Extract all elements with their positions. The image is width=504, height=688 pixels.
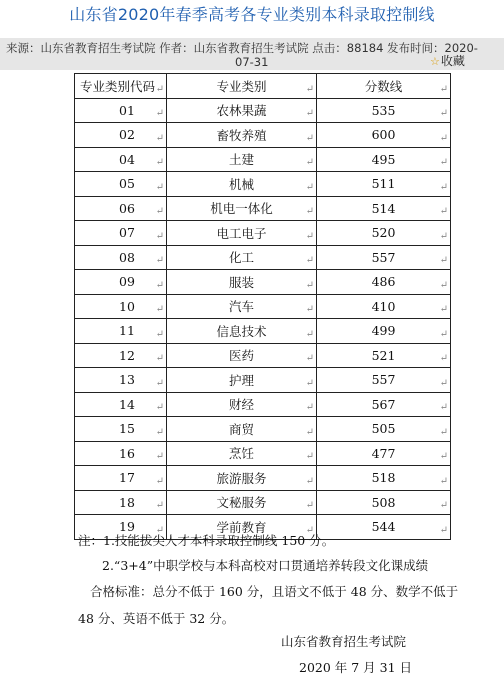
cell-code: 19 ↵ xyxy=(75,515,167,540)
cell-code: 16 ↵ xyxy=(75,441,167,466)
table-row xyxy=(75,343,451,368)
table-row xyxy=(75,245,451,270)
cell-score: 557 ↵ xyxy=(317,368,451,393)
header-code: 专业类别代码 ↵ xyxy=(75,74,167,99)
cell-score: 477 ↵ xyxy=(317,441,451,466)
cell-code: 09 ↵ xyxy=(75,270,167,295)
cell-score: 518 ↵ xyxy=(317,466,451,491)
score-table xyxy=(74,73,451,540)
cell-name: 商贸 ↵ xyxy=(167,417,317,442)
cell-code: 17 ↵ xyxy=(75,466,167,491)
cell-score: 505 ↵ xyxy=(317,417,451,442)
cell-name: 农林果蔬 ↵ xyxy=(167,98,317,123)
cell-code: 12 ↵ xyxy=(75,343,167,368)
cell-code: 07 ↵ xyxy=(75,221,167,246)
cell-score: 499 ↵ xyxy=(317,319,451,344)
cell-name: 旅游服务 ↵ xyxy=(167,466,317,491)
table-row xyxy=(75,392,451,417)
cell-code: 08 ↵ xyxy=(75,245,167,270)
cell-code: 13 ↵ xyxy=(75,368,167,393)
cell-name: 电工电子 ↵ xyxy=(167,221,317,246)
cell-name: 机电一体化 ↵ xyxy=(167,196,317,221)
cell-score: 410 ↵ xyxy=(317,294,451,319)
signature-org: 山东省教育招生考试院 xyxy=(281,634,407,649)
article-meta-source: 来源：山东省教育招生考试院 作者：山东省教育招生考试院 点击：88184 发布时间：2020- xyxy=(6,41,478,55)
table-header-row xyxy=(75,74,451,99)
cell-score: 520 ↵ xyxy=(317,221,451,246)
table-row xyxy=(75,98,451,123)
cell-name: 信息技术 ↵ xyxy=(167,319,317,344)
cell-code: 10 ↵ xyxy=(75,294,167,319)
cell-score: 514 ↵ xyxy=(317,196,451,221)
table-row xyxy=(75,172,451,197)
cell-code: 14 ↵ xyxy=(75,392,167,417)
table-row xyxy=(75,221,451,246)
cell-score: 486 ↵ xyxy=(317,270,451,295)
note-1: 注：1.技能拔尖人才本科录取控制线 150 分。 xyxy=(78,533,335,548)
header-name: 专业类别 ↵ xyxy=(167,74,317,99)
cell-name: 畜牧养殖 ↵ xyxy=(167,123,317,148)
note-2-line-3: 48 分、英语不低于 32 分。 xyxy=(78,611,235,626)
cell-name: 烹饪 ↵ xyxy=(167,441,317,466)
table-row xyxy=(75,147,451,172)
cell-name: 机械 ↵ xyxy=(167,172,317,197)
star-icon: ☆ xyxy=(430,55,440,68)
cell-name: 汽车 ↵ xyxy=(167,294,317,319)
cell-name: 服装 ↵ xyxy=(167,270,317,295)
cell-code: 04 ↵ xyxy=(75,147,167,172)
cell-score: 521 ↵ xyxy=(317,343,451,368)
favorite-button[interactable] xyxy=(430,52,465,69)
cell-score: 600 ↵ xyxy=(317,123,451,148)
table-row xyxy=(75,123,451,148)
cell-name: 土建 ↵ xyxy=(167,147,317,172)
cell-score: 567 ↵ xyxy=(317,392,451,417)
table-row xyxy=(75,196,451,221)
cell-score: 557 ↵ xyxy=(317,245,451,270)
note-2-line-2: 合格标准：总分不低于 160 分，且语文不低于 48 分、数学不低于 xyxy=(90,584,459,599)
cell-name: 财经 ↵ xyxy=(167,392,317,417)
table-row xyxy=(75,466,451,491)
cell-score: 535 ↵ xyxy=(317,98,451,123)
cell-code: 02 ↵ xyxy=(75,123,167,148)
cell-code: 05 ↵ xyxy=(75,172,167,197)
cell-score: 511 ↵ xyxy=(317,172,451,197)
cell-name: 医药 ↵ xyxy=(167,343,317,368)
cell-name: 文秘服务 ↵ xyxy=(167,490,317,515)
cell-name: 护理 ↵ xyxy=(167,368,317,393)
cell-code: 11 ↵ xyxy=(75,319,167,344)
cell-code: 01 ↵ xyxy=(75,98,167,123)
favorite-label: 收藏 xyxy=(440,54,465,68)
table-row xyxy=(75,270,451,295)
article-meta-date: 07-31 xyxy=(235,55,269,69)
article-meta-bar xyxy=(0,38,504,70)
signature-date: 2020 年 7 月 31 日 xyxy=(299,660,413,675)
table-row xyxy=(75,319,451,344)
table-row xyxy=(75,441,451,466)
cell-name: 化工 ↵ xyxy=(167,245,317,270)
cell-score: 495 ↵ xyxy=(317,147,451,172)
cell-name: 学前教育 ↵ xyxy=(167,515,317,540)
table-row xyxy=(75,368,451,393)
table-row xyxy=(75,417,451,442)
cell-code: 15 ↵ xyxy=(75,417,167,442)
cell-score: 508 ↵ xyxy=(317,490,451,515)
header-score: 分数线 ↵ xyxy=(317,74,451,99)
page-title: 山东省2020年春季高考各专业类别本科录取控制线 xyxy=(69,5,435,24)
cell-code: 18 ↵ xyxy=(75,490,167,515)
cell-code: 06 ↵ xyxy=(75,196,167,221)
table-row xyxy=(75,490,451,515)
note-2-line-1: 2.“3+4”中职学校与本科高校对口贯通培养转段文化课成绩 xyxy=(102,558,429,573)
table-row xyxy=(75,294,451,319)
cell-score: 544 ↵ xyxy=(317,515,451,540)
